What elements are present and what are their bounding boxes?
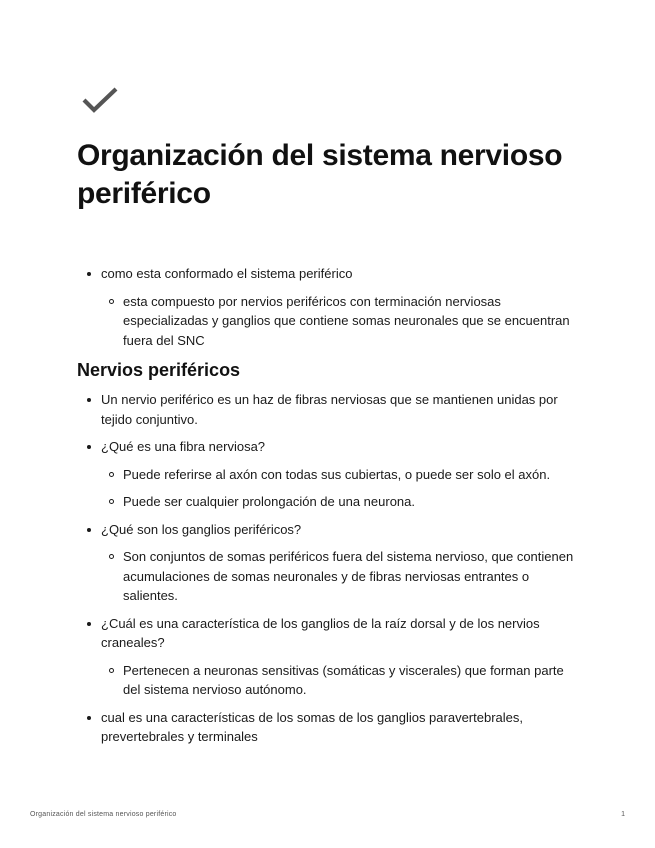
section-list bbox=[77, 390, 577, 747]
list-item bbox=[77, 708, 577, 747]
list-item-text: Un nervio periférico es un haz de fibras nerviosas que se mantienen unidas por tejido conjuntivo. bbox=[101, 392, 558, 427]
sub-list bbox=[101, 465, 577, 512]
sub-list-item: esta compuesto por nervios periféricos con terminación nerviosas especializadas y ganglios que contiene somas neuronales que se encuentran fuera del SNC bbox=[101, 292, 577, 351]
sub-list bbox=[101, 547, 577, 606]
section-heading: Nervios periféricos bbox=[77, 360, 241, 380]
list-item-text: ¿Qué son los ganglios periféricos? bbox=[101, 521, 302, 537]
sub-list-item: Pertenecen a neuronas sensitivas (somáticas y viscerales) que forman parte del sistema nervioso autónomo. bbox=[101, 661, 577, 700]
intro-list bbox=[77, 264, 577, 350]
page-number: 1 bbox=[621, 811, 625, 818]
sub-list-item: Son conjuntos de somas periféricos fuera del sistema nervioso, que contienen acumulaciones de somas neuronales y de fibras nerviosas entrantes o salientes. bbox=[101, 547, 577, 606]
list-item-text: ¿Cuál es una característica de los ganglios de la raíz dorsal y de los nervios craneales? bbox=[101, 615, 540, 650]
list-item bbox=[77, 390, 577, 429]
list-item bbox=[77, 520, 577, 606]
sub-list bbox=[101, 292, 577, 351]
sub-list-item: Puede ser cualquier prolongación de una neurona. bbox=[101, 492, 577, 512]
page-title: Organización del sistema nervioso periférico bbox=[77, 139, 563, 210]
list-item-text: como esta conformado el sistema periférico bbox=[101, 266, 353, 281]
list-item bbox=[77, 264, 577, 350]
document-body bbox=[77, 264, 577, 755]
sub-list-item: Puede referirse al axón con todas sus cubiertas, o puede ser solo el axón. bbox=[101, 465, 577, 485]
list-item bbox=[77, 437, 577, 512]
check-icon bbox=[80, 86, 120, 114]
footer-title: Organización del sistema nervioso periférico bbox=[30, 811, 177, 818]
sub-list bbox=[101, 661, 577, 700]
list-item-text: cual es una características de los somas de los ganglios paravertebrales, prevertebrales y terminales bbox=[101, 709, 523, 744]
list-item-text: ¿Qué es una fibra nerviosa? bbox=[101, 439, 266, 454]
list-item bbox=[77, 614, 577, 700]
